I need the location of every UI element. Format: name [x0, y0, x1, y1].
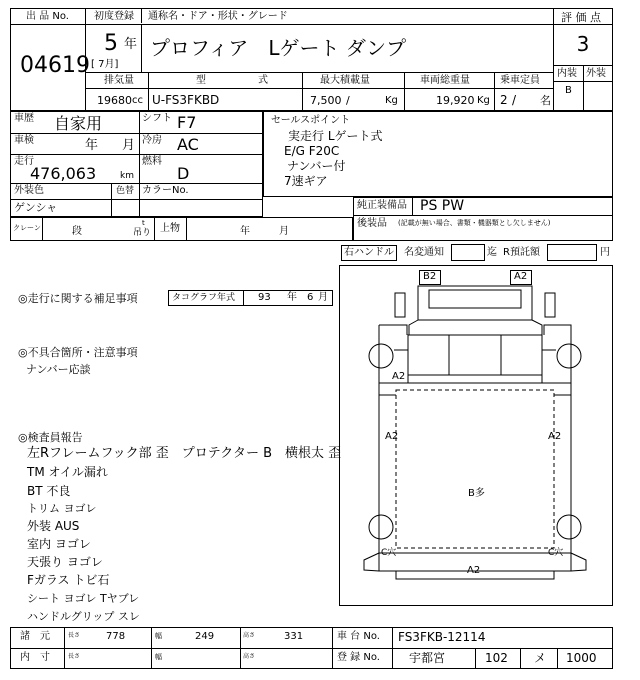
- ac-value: AC: [177, 135, 199, 154]
- sales-line-4: 7速ギア: [284, 174, 328, 188]
- sales-line-3: ナンバー付: [287, 159, 346, 173]
- tachograph-month-unit: 月: [318, 292, 328, 303]
- year-value: 5: [104, 31, 118, 56]
- name-change-box: [451, 244, 485, 261]
- mileage-value: 476,063: [30, 164, 97, 183]
- lot-label: 出 品 No.: [26, 11, 69, 22]
- defects-line-1: ナンバー応談: [26, 363, 91, 376]
- footer-length-label-2: 長さ: [68, 653, 81, 660]
- equipment-value: PS PW: [420, 198, 465, 214]
- spec-label-gross-weight: 車両総重量: [420, 75, 470, 86]
- registration-number: 1000: [566, 651, 597, 665]
- first-reg-label: 初度登録: [94, 11, 134, 22]
- mark-a2-top: A2: [514, 271, 528, 282]
- aftermarket-note: (記載が無い場合、書類・機器類とし欠しません): [398, 219, 551, 227]
- color-change-label: 色替: [116, 186, 135, 196]
- max-load-value: 7,500: [310, 94, 342, 107]
- sales-point-label: セールスポイント: [271, 115, 351, 126]
- upper-year: 年: [240, 226, 250, 237]
- aftermarket-label: 後装品: [357, 218, 387, 229]
- equipment-label: 純正装備品: [357, 200, 407, 211]
- interior-grade-value: B: [565, 85, 572, 96]
- registration-class: 102: [485, 651, 508, 665]
- recycle-label: R預託額: [503, 247, 540, 258]
- score-value: 3: [576, 32, 590, 56]
- ac-label: 冷房: [142, 135, 162, 146]
- recycle-box: [547, 244, 597, 261]
- exterior-color-label: 外装色: [14, 185, 44, 196]
- driving-notes-title: ◎走行に関する補足事項: [18, 292, 138, 305]
- tachograph-month: 6: [307, 292, 314, 303]
- year-unit: 年: [124, 37, 138, 52]
- color-number-label: カラーNo.: [142, 185, 189, 196]
- inspector-line-1: 左Rフレームフック部 歪 プロテクター B 横根太 歪: [27, 446, 342, 461]
- displacement-value: 19680: [97, 94, 132, 107]
- mark-a2-bottom: A2: [467, 565, 481, 576]
- inspection-label: 車検: [14, 135, 34, 146]
- footer-width-value: 249: [195, 631, 215, 642]
- mileage-unit: km: [120, 171, 134, 181]
- footer-width-label-2: 幅: [155, 653, 162, 661]
- footer-length-value: 778: [106, 631, 126, 642]
- mark-a2-right-side: A2: [548, 431, 562, 442]
- inspector-line-3: BT 不良: [27, 484, 71, 498]
- crane-step-label: 段: [72, 226, 82, 237]
- score-label: 評 価 点: [561, 11, 601, 24]
- chassis-value: FS3FKB-12114: [398, 630, 486, 644]
- shift-value: F7: [177, 113, 197, 132]
- max-load-sep: /: [346, 94, 350, 107]
- upper-label: 上物: [160, 223, 180, 234]
- footer-height-label: 高さ: [243, 632, 256, 639]
- capacity-value: 2: [500, 93, 508, 107]
- crane-label: クレーン: [13, 224, 41, 232]
- max-load-unit: Kg: [385, 95, 398, 106]
- tachograph-year-unit: 年: [287, 292, 297, 303]
- spec-label-type: 式: [258, 75, 268, 86]
- fuel-label: 燃料: [142, 156, 162, 167]
- lot-number: 04619: [20, 53, 90, 78]
- mark-b2: B2: [423, 271, 437, 282]
- spec-label-capacity: 乗車定員: [500, 75, 540, 86]
- car-name: プロフィア Lゲート ダンプ: [150, 36, 407, 60]
- footer-height-label-2: 高さ: [243, 653, 256, 660]
- inspection-month: 月: [122, 138, 136, 153]
- exterior-color-value: ゲンシャ: [14, 201, 58, 214]
- upper-month: 月: [279, 226, 289, 237]
- history-value: 自家用: [54, 114, 103, 133]
- interior-grade-label: 内装: [557, 68, 577, 79]
- exterior-grade-label: 外装: [586, 68, 606, 79]
- inspector-line-9: シート ヨゴレ Tヤブレ: [27, 592, 140, 605]
- tax-mark: 迄: [487, 247, 497, 258]
- history-label: 車歴: [14, 113, 34, 124]
- chassis-label: 車 台 No.: [337, 631, 380, 642]
- displacement-unit: cc: [132, 95, 143, 106]
- defects-title: ◎不具合箇所・注意事項: [18, 346, 138, 359]
- yen-label: 円: [600, 247, 610, 258]
- sales-line-1: 実走行 Lゲート式: [288, 129, 383, 143]
- tachograph-label: タコグラフ年式: [172, 293, 236, 303]
- crane-lift-label: 吊り: [133, 228, 152, 238]
- spec-label-max-load: 最大積載量: [320, 75, 370, 86]
- mark-c-hole-right: C穴: [548, 548, 564, 558]
- inspector-line-8: Fガラス トビ石: [27, 573, 110, 587]
- mark-a2-left-side: A2: [385, 431, 399, 442]
- capacity-sep: /: [512, 93, 517, 107]
- inspector-line-10: ハンドルグリップ スレ: [27, 610, 140, 623]
- shift-label: シフト: [142, 113, 172, 124]
- inspection-year: 年: [85, 138, 99, 153]
- month-value: [ 7月]: [91, 59, 119, 70]
- footer-height-value: 331: [284, 631, 304, 642]
- inspector-line-2: TM オイル漏れ: [27, 465, 108, 479]
- spec-label-displacement: 排気量: [104, 75, 134, 86]
- footer-width-label: 幅: [155, 632, 162, 640]
- model-desc-label: 通称名・ドア・形状・グレード: [148, 11, 288, 22]
- inspector-line-4: トリム ヨゴレ: [27, 502, 97, 515]
- tachograph-year: 93: [258, 292, 271, 303]
- footer-specs-label: 諸 元: [20, 631, 50, 642]
- footer-length-label: 長さ: [68, 632, 81, 639]
- mark-c-hole-left: C穴: [381, 548, 397, 558]
- gross-weight-value: 19,920: [436, 94, 475, 107]
- crane-lift-unit: t: [142, 219, 145, 227]
- inspector-line-7: 天張り ヨゴレ: [27, 555, 103, 569]
- registration-area: 宇都宮: [409, 651, 446, 665]
- footer-interior-label: 内 寸: [20, 652, 50, 663]
- name-change-label: 名変通知: [404, 247, 444, 258]
- registration-label: 登 録 No.: [337, 652, 380, 663]
- mark-a2-left-upper: A2: [392, 371, 406, 382]
- sales-line-2: E/G F20C: [284, 144, 340, 158]
- registration-kana: メ: [534, 651, 547, 665]
- inspector-title: ◎検査員報告: [18, 431, 83, 444]
- model-code: U-FS3FKBD: [152, 93, 220, 107]
- mileage-label: 走行: [14, 156, 34, 167]
- inspector-line-6: 室内 ヨゴレ: [27, 537, 91, 551]
- spec-label-model: 型: [196, 75, 206, 86]
- handle-label: 右ハンドル: [344, 247, 394, 258]
- inspector-line-5: 外装 AUS: [27, 519, 80, 533]
- mark-b-many: B多: [468, 488, 485, 499]
- fuel-value: D: [177, 164, 190, 183]
- capacity-unit: 名: [540, 94, 551, 107]
- gross-weight-unit: Kg: [477, 95, 490, 106]
- crane-row: [10, 217, 353, 241]
